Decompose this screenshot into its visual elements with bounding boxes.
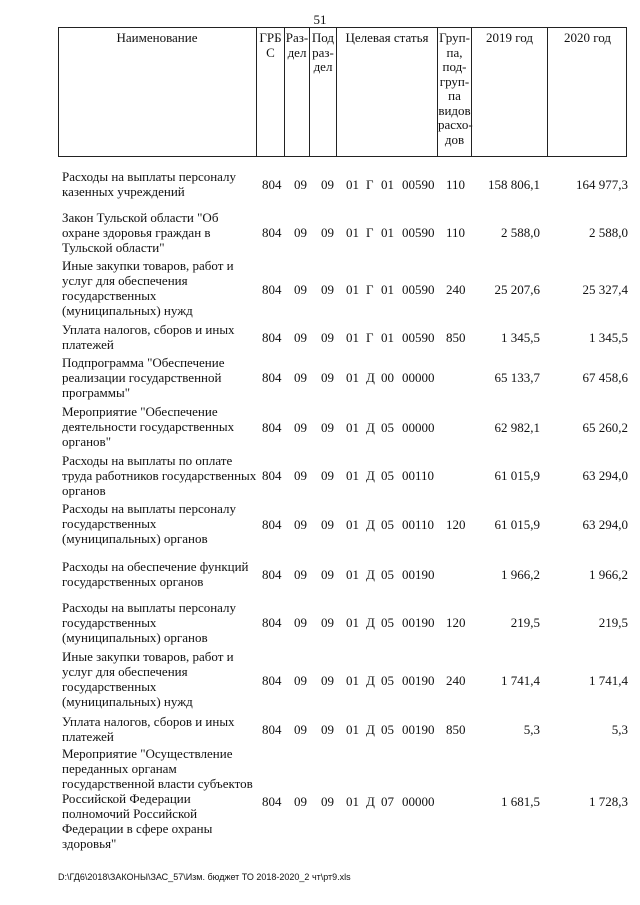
- row-target-subprogram: Г: [366, 177, 374, 192]
- row-podrazdel: 09: [321, 722, 334, 737]
- row-target-subprogram: Д: [366, 673, 375, 688]
- row-grbs: 804: [262, 225, 282, 240]
- row-value-2019: 1 681,5: [501, 794, 540, 809]
- row-name: Расходы на выплаты персоналу государственных (муниципальных) органов: [62, 600, 237, 645]
- row-name: Расходы на выплаты персоналу государственных (муниципальных) органов: [62, 501, 237, 546]
- row-podrazdel: 09: [321, 673, 334, 688]
- row-expense-type: 120: [446, 517, 466, 532]
- row-razdel: 09: [294, 794, 307, 809]
- row-target-program: 01: [346, 177, 359, 192]
- row-razdel: 09: [294, 517, 307, 532]
- row-value-2019: 65 133,7: [494, 370, 540, 385]
- row-target-event: 07: [381, 794, 394, 809]
- row-target-event: 01: [381, 225, 394, 240]
- row-grbs: 804: [262, 420, 282, 435]
- row-target-program: 01: [346, 282, 359, 297]
- row-expense-type: 850: [446, 330, 466, 345]
- row-value-2019: 5,3: [523, 722, 540, 737]
- row-value-2019: 25 207,6: [494, 282, 540, 297]
- row-expense-type: 240: [446, 673, 466, 688]
- row-target-program: 01: [346, 225, 359, 240]
- row-target-program: 01: [346, 615, 359, 630]
- row-razdel: 09: [294, 330, 307, 345]
- row-target-program: 01: [346, 567, 359, 582]
- row-target-event: 01: [381, 330, 394, 345]
- header-target-article: Целевая статья: [336, 27, 437, 157]
- row-podrazdel: 09: [321, 517, 334, 532]
- row-value-2019: 2 588,0: [501, 225, 540, 240]
- row-podrazdel: 09: [321, 420, 334, 435]
- row-target-program: 01: [346, 794, 359, 809]
- row-target-subprogram: Д: [366, 517, 375, 532]
- row-target-subprogram: Д: [366, 567, 375, 582]
- table-header: [58, 27, 627, 157]
- row-name: Расходы на обеспечение функций государственных органов: [62, 559, 249, 589]
- file-path-footer: D:\ГД6\2018\ЗАКОНЫ\ЗАС_57\Изм. бюджет ТО 2018-2020_2 чт\рт9.xls: [58, 872, 351, 882]
- row-target-subprogram: Д: [366, 615, 375, 630]
- page-number: 51: [313, 12, 327, 27]
- row-target-direction: 00110: [402, 468, 435, 483]
- row-name: Иные закупки товаров, работ и услуг для обеспечения государственных (муниципальных) нужд: [62, 649, 234, 709]
- row-target-program: 01: [346, 330, 359, 345]
- row-grbs: 804: [262, 567, 282, 582]
- row-target-direction: 00110: [402, 517, 435, 532]
- header-2019: 2019 год: [471, 27, 547, 157]
- row-grbs: 804: [262, 370, 282, 385]
- row-value-2019: 61 015,9: [494, 517, 540, 532]
- row-expense-type: 110: [446, 225, 466, 240]
- row-razdel: 09: [294, 225, 307, 240]
- row-expense-type: 240: [446, 282, 466, 297]
- row-value-2020: 67 458,6: [582, 370, 628, 385]
- row-value-2020: 1 728,3: [589, 794, 628, 809]
- row-value-2020: 1 966,2: [589, 567, 628, 582]
- row-target-program: 01: [346, 517, 359, 532]
- row-target-event: 05: [381, 615, 394, 630]
- row-expense-type: 850: [446, 722, 466, 737]
- row-name: Уплата налогов, сборов и иных платежей: [62, 714, 235, 744]
- row-grbs: 804: [262, 722, 282, 737]
- row-grbs: 804: [262, 468, 282, 483]
- row-target-direction: 00190: [402, 722, 435, 737]
- row-razdel: 09: [294, 468, 307, 483]
- row-value-2020: 1 741,4: [589, 673, 628, 688]
- row-target-event: 05: [381, 517, 394, 532]
- row-target-program: 01: [346, 468, 359, 483]
- row-target-direction: 00190: [402, 567, 435, 582]
- row-target-direction: 00590: [402, 177, 435, 192]
- row-target-subprogram: Г: [366, 225, 374, 240]
- row-target-event: 01: [381, 177, 394, 192]
- row-razdel: 09: [294, 673, 307, 688]
- row-name: Расходы на выплаты по оплате труда работников государственных органов: [62, 453, 257, 498]
- header-podrazdel: Под раз- дел: [309, 27, 336, 157]
- row-target-subprogram: Г: [366, 282, 374, 297]
- row-value-2020: 1 345,5: [589, 330, 628, 345]
- row-target-event: 05: [381, 468, 394, 483]
- row-name: Иные закупки товаров, работ и услуг для обеспечения государственных (муниципальных) нужд: [62, 258, 234, 318]
- header-razdel: Раз- дел: [284, 27, 309, 157]
- header-2020: 2020 год: [547, 27, 627, 157]
- row-podrazdel: 09: [321, 370, 334, 385]
- row-target-event: 05: [381, 420, 394, 435]
- row-value-2020: 219,5: [598, 615, 628, 630]
- row-value-2019: 219,5: [510, 615, 540, 630]
- row-target-direction: 00190: [402, 615, 435, 630]
- row-grbs: 804: [262, 673, 282, 688]
- row-podrazdel: 09: [321, 468, 334, 483]
- row-value-2019: 1 741,4: [501, 673, 540, 688]
- row-target-subprogram: Д: [366, 370, 375, 385]
- row-target-event: 05: [381, 567, 394, 582]
- header-name: Наименование: [116, 30, 198, 45]
- row-target-direction: 00590: [402, 330, 435, 345]
- row-target-direction: 00590: [402, 282, 435, 297]
- row-target-program: 01: [346, 370, 359, 385]
- row-grbs: 804: [262, 282, 282, 297]
- row-target-direction: 00000: [402, 420, 435, 435]
- row-razdel: 09: [294, 615, 307, 630]
- row-name: Подпрограмма "Обеспечение реализации государственной программы": [62, 355, 225, 400]
- row-value-2019: 158 806,1: [488, 177, 540, 192]
- row-name: Уплата налогов, сборов и иных платежей: [62, 322, 235, 352]
- row-name: Мероприятие "Обеспечение деятельности государственных органов": [62, 404, 235, 449]
- row-target-event: 01: [381, 282, 394, 297]
- row-razdel: 09: [294, 567, 307, 582]
- row-target-subprogram: Д: [366, 794, 375, 809]
- row-name: Закон Тульской области "Об охране здоровья граждан в Тульской области": [62, 210, 219, 255]
- row-podrazdel: 09: [321, 330, 334, 345]
- row-target-subprogram: Д: [366, 468, 375, 483]
- header-grbs: ГРБ С: [256, 27, 284, 157]
- row-podrazdel: 09: [321, 282, 334, 297]
- row-expense-type: 110: [446, 177, 466, 192]
- row-grbs: 804: [262, 615, 282, 630]
- row-podrazdel: 09: [321, 177, 334, 192]
- row-podrazdel: 09: [321, 567, 334, 582]
- row-value-2020: 63 294,0: [582, 468, 628, 483]
- row-grbs: 804: [262, 177, 282, 192]
- row-target-program: 01: [346, 673, 359, 688]
- row-target-direction: 00190: [402, 673, 435, 688]
- row-target-subprogram: Г: [366, 330, 374, 345]
- row-razdel: 09: [294, 370, 307, 385]
- row-target-program: 01: [346, 722, 359, 737]
- row-razdel: 09: [294, 177, 307, 192]
- row-value-2020: 5,3: [611, 722, 628, 737]
- row-target-event: 05: [381, 673, 394, 688]
- row-expense-type: 120: [446, 615, 466, 630]
- row-podrazdel: 09: [321, 615, 334, 630]
- row-value-2020: 63 294,0: [582, 517, 628, 532]
- row-value-2020: 65 260,2: [582, 420, 628, 435]
- row-razdel: 09: [294, 722, 307, 737]
- row-podrazdel: 09: [321, 225, 334, 240]
- row-value-2019: 62 982,1: [494, 420, 540, 435]
- row-name: Мероприятие "Осуществление переданных органам государственной власти субъектов Российской Федерации полномочий Российской Федерации в сфере охраны здоровья": [62, 746, 253, 851]
- row-target-direction: 00000: [402, 794, 435, 809]
- row-target-program: 01: [346, 420, 359, 435]
- row-value-2020: 2 588,0: [589, 225, 628, 240]
- row-grbs: 804: [262, 794, 282, 809]
- row-target-direction: 00000: [402, 370, 435, 385]
- row-grbs: 804: [262, 517, 282, 532]
- row-value-2019: 61 015,9: [494, 468, 540, 483]
- row-value-2020: 164 977,3: [576, 177, 628, 192]
- row-target-event: 05: [381, 722, 394, 737]
- row-target-subprogram: Д: [366, 722, 375, 737]
- row-podrazdel: 09: [321, 794, 334, 809]
- row-target-subprogram: Д: [366, 420, 375, 435]
- row-value-2019: 1 966,2: [501, 567, 540, 582]
- row-grbs: 804: [262, 330, 282, 345]
- header-expense-group: Груп- па, под- груп- па видов расхо- дов: [437, 27, 471, 157]
- row-target-event: 00: [381, 370, 394, 385]
- row-value-2020: 25 327,4: [582, 282, 628, 297]
- row-name: Расходы на выплаты персоналу казенных учреждений: [62, 169, 237, 199]
- row-value-2019: 1 345,5: [501, 330, 540, 345]
- row-razdel: 09: [294, 282, 307, 297]
- row-target-direction: 00590: [402, 225, 435, 240]
- row-razdel: 09: [294, 420, 307, 435]
